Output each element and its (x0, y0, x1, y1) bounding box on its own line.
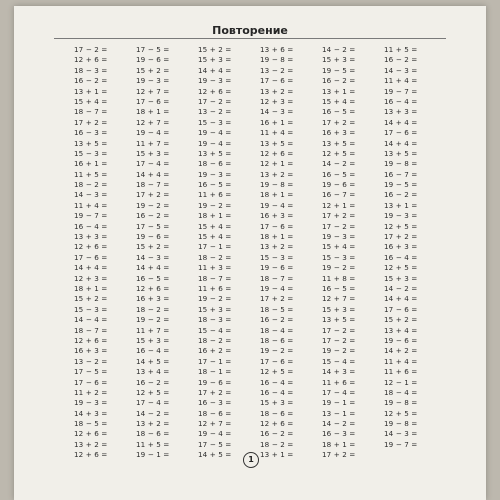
math-exercise: 17 + 2 = (322, 117, 356, 127)
math-exercise: 16 + 2 = (198, 346, 232, 356)
exercise-column (260, 45, 310, 461)
math-exercise: 12 + 7 = (322, 294, 356, 304)
math-exercise: 16 − 2 = (136, 211, 170, 221)
math-exercise: 11 + 6 = (198, 190, 232, 200)
math-exercise: 17 − 2 = (322, 221, 356, 231)
math-exercise: 12 + 5 = (384, 408, 418, 418)
math-exercise: 17 − 4 = (322, 387, 356, 397)
math-exercise: 12 − 1 = (384, 377, 418, 387)
math-exercise: 19 − 7 = (384, 439, 418, 449)
math-exercise: 17 − 6 = (74, 377, 108, 387)
math-exercise: 15 − 3 = (322, 252, 356, 262)
math-exercise: 14 − 2 = (322, 45, 356, 54)
math-exercise: 15 + 4 = (74, 96, 108, 106)
math-exercise: 17 − 2 = (198, 96, 232, 106)
math-exercise: 16 − 5 = (198, 180, 232, 190)
math-exercise: 13 − 2 = (198, 107, 232, 117)
math-exercise: 16 − 5 = (322, 107, 356, 117)
math-exercise: 12 + 6 = (74, 55, 108, 65)
math-exercise: 14 − 3 = (384, 65, 418, 75)
math-exercise: 19 − 8 = (260, 180, 294, 190)
page-number: 1 (243, 452, 259, 468)
math-exercise: 12 + 6 = (260, 148, 294, 158)
math-exercise: 11 + 5 = (136, 439, 170, 449)
math-exercise: 14 − 3 = (74, 190, 108, 200)
math-exercise: 11 + 4 = (74, 200, 108, 210)
math-exercise: 14 + 4 = (198, 65, 232, 75)
math-exercise: 18 − 6 = (136, 429, 170, 439)
math-exercise: 19 − 4 = (136, 128, 170, 138)
math-exercise: 18 + 1 = (136, 107, 170, 117)
math-exercise: 18 − 5 = (260, 304, 294, 314)
math-exercise: 16 − 2 = (136, 377, 170, 387)
exercise-column (198, 45, 248, 461)
math-exercise: 14 + 4 = (136, 169, 170, 179)
math-exercise: 17 + 2 = (136, 190, 170, 200)
math-exercise: 18 + 1 = (260, 190, 294, 200)
math-exercise: 11 + 7 = (136, 138, 170, 148)
exercise-column (384, 45, 434, 461)
math-exercise: 18 − 5 = (74, 419, 108, 429)
math-exercise: 17 − 6 = (260, 356, 294, 366)
math-exercise: 18 − 7 = (136, 180, 170, 190)
math-exercise: 17 + 2 = (384, 232, 418, 242)
math-exercise: 11 + 4 = (260, 128, 294, 138)
math-exercise: 11 + 4 = (384, 356, 418, 366)
math-exercise: 19 − 8 = (384, 419, 418, 429)
math-exercise: 14 − 3 = (384, 429, 418, 439)
math-exercise: 18 − 6 = (260, 335, 294, 345)
math-exercise: 19 − 4 = (198, 128, 232, 138)
math-exercise: 11 + 5 = (384, 45, 418, 54)
math-exercise: 11 + 6 = (198, 283, 232, 293)
math-exercise: 12 + 7 = (136, 117, 170, 127)
math-exercise: 17 − 6 = (260, 221, 294, 231)
math-exercise: 15 − 4 = (198, 325, 232, 335)
math-exercise: 15 + 3 = (260, 398, 294, 408)
math-exercise: 15 + 2 = (198, 45, 232, 54)
title-divider (54, 38, 446, 39)
math-exercise: 17 − 6 = (136, 96, 170, 106)
math-exercise: 14 − 2 = (322, 159, 356, 169)
math-exercise: 11 + 6 = (322, 377, 356, 387)
math-exercise: 13 + 2 = (136, 419, 170, 429)
math-exercise: 17 − 6 = (384, 128, 418, 138)
math-exercise: 13 − 2 = (74, 356, 108, 366)
math-exercise: 11 + 6 = (384, 367, 418, 377)
math-exercise: 13 + 5 = (198, 148, 232, 158)
math-exercise: 15 + 3 = (384, 273, 418, 283)
math-exercise: 15 + 2 = (136, 242, 170, 252)
math-exercise: 19 − 2 = (260, 346, 294, 356)
math-exercise: 15 − 3 = (74, 304, 108, 314)
math-exercise: 18 + 1 = (322, 439, 356, 449)
math-exercise: 19 − 4 = (260, 283, 294, 293)
math-exercise: 13 + 5 = (322, 138, 356, 148)
math-exercise: 15 − 4 = (322, 356, 356, 366)
math-exercise: 19 − 4 = (198, 429, 232, 439)
math-exercise: 14 + 4 = (384, 294, 418, 304)
math-exercise: 13 + 5 = (322, 315, 356, 325)
math-exercise: 17 − 4 = (136, 159, 170, 169)
math-exercise: 19 − 7 = (384, 86, 418, 96)
math-exercise: 14 − 2 = (384, 283, 418, 293)
math-exercise: 19 − 2 = (322, 263, 356, 273)
math-exercise: 13 + 4 = (384, 325, 418, 335)
math-exercise: 13 + 5 = (384, 148, 418, 158)
math-exercise: 13 − 1 = (322, 408, 356, 418)
math-exercise: 16 − 2 = (260, 315, 294, 325)
math-exercise: 16 + 1 = (74, 159, 108, 169)
math-exercise: 18 + 1 = (198, 211, 232, 221)
math-exercise: 16 + 3 = (384, 242, 418, 252)
exercise-column (74, 45, 124, 461)
math-exercise: 12 + 5 = (322, 148, 356, 158)
math-exercise: 19 − 2 = (322, 346, 356, 356)
math-exercise: 15 + 2 = (74, 294, 108, 304)
math-exercise: 13 + 1 = (74, 86, 108, 96)
math-exercise: 18 + 1 = (74, 283, 108, 293)
math-exercise: 15 + 3 = (136, 148, 170, 158)
math-exercise: 13 + 5 = (260, 138, 294, 148)
math-exercise: 18 − 6 = (198, 159, 232, 169)
math-exercise: 14 − 4 = (74, 315, 108, 325)
math-exercise: 14 + 4 = (74, 263, 108, 273)
math-exercise: 12 + 6 = (260, 419, 294, 429)
page-title: Повторение (212, 24, 288, 37)
math-exercise: 19 − 5 = (322, 65, 356, 75)
math-exercise: 17 − 1 = (198, 242, 232, 252)
math-exercise: 19 − 1 = (322, 398, 356, 408)
math-exercise: 13 + 1 = (322, 86, 356, 96)
math-exercise: 14 + 4 = (384, 117, 418, 127)
math-exercise: 15 + 2 = (136, 65, 170, 75)
math-exercise: 16 − 4 = (384, 252, 418, 262)
math-exercise: 17 − 5 = (198, 439, 232, 449)
math-exercise: 18 + 1 = (260, 232, 294, 242)
math-exercise: 16 − 5 = (322, 169, 356, 179)
math-exercise: 16 − 4 = (136, 346, 170, 356)
math-exercise: 16 − 2 = (322, 76, 356, 86)
math-exercise: 17 + 2 = (198, 387, 232, 397)
math-exercise: 18 − 4 = (384, 387, 418, 397)
math-exercise: 16 + 3 = (260, 211, 294, 221)
math-exercise: 19 − 1 = (136, 450, 170, 460)
math-exercise: 16 − 4 = (384, 96, 418, 106)
math-exercise: 11 + 7 = (136, 325, 170, 335)
math-exercise: 14 − 3 = (260, 107, 294, 117)
math-exercise: 15 − 3 = (198, 117, 232, 127)
math-exercise: 15 + 4 = (198, 221, 232, 231)
math-exercise: 19 − 4 = (260, 200, 294, 210)
math-exercise: 13 + 2 = (260, 169, 294, 179)
math-exercise: 19 − 3 = (384, 211, 418, 221)
math-exercise: 13 − 2 = (260, 65, 294, 75)
math-exercise: 15 + 3 = (136, 335, 170, 345)
math-exercise: 18 − 7 = (74, 107, 108, 117)
math-exercise: 19 − 7 = (74, 211, 108, 221)
math-exercise: 14 + 4 = (384, 138, 418, 148)
math-exercise: 19 − 2 = (136, 315, 170, 325)
math-exercise: 12 + 6 = (74, 242, 108, 252)
math-exercise: 13 + 3 = (74, 232, 108, 242)
math-exercise: 18 − 2 = (136, 304, 170, 314)
math-exercise: 19 − 8 = (260, 55, 294, 65)
math-exercise: 12 + 5 = (260, 367, 294, 377)
math-exercise: 19 − 3 = (198, 169, 232, 179)
worksheet-page (14, 6, 486, 500)
math-exercise: 17 − 2 = (74, 45, 108, 54)
math-exercise: 18 − 1 = (198, 367, 232, 377)
math-exercise (384, 450, 434, 460)
math-exercise: 19 − 8 = (384, 159, 418, 169)
math-exercise: 12 + 6 = (74, 450, 108, 460)
math-exercise: 12 + 1 = (260, 159, 294, 169)
math-exercise: 17 − 5 = (136, 221, 170, 231)
math-exercise: 14 + 5 = (198, 450, 232, 460)
math-exercise: 15 − 3 = (260, 252, 294, 262)
math-exercise: 18 − 7 = (74, 325, 108, 335)
math-exercise: 19 − 6 = (198, 377, 232, 387)
math-exercise: 16 − 2 = (384, 55, 418, 65)
math-exercise: 17 + 2 = (74, 117, 108, 127)
math-exercise: 19 − 5 = (384, 180, 418, 190)
math-exercise: 14 + 5 = (136, 356, 170, 366)
math-exercise: 13 + 5 = (74, 138, 108, 148)
math-exercise: 14 + 3 = (74, 408, 108, 418)
math-exercise: 16 − 7 = (384, 169, 418, 179)
math-exercise: 17 + 2 = (322, 450, 356, 460)
math-exercise: 16 + 3 = (136, 294, 170, 304)
math-exercise: 12 + 6 = (198, 86, 232, 96)
math-exercise: 19 − 6 = (260, 263, 294, 273)
exercise-column (136, 45, 186, 461)
math-exercise: 18 − 6 = (260, 408, 294, 418)
math-exercise: 12 + 7 = (198, 419, 232, 429)
math-exercise: 19 − 4 = (198, 138, 232, 148)
math-exercise: 18 − 2 = (198, 335, 232, 345)
math-exercise: 12 + 5 = (384, 221, 418, 231)
math-exercise: 15 + 2 = (384, 315, 418, 325)
math-exercise: 19 − 3 = (136, 76, 170, 86)
math-exercise: 15 + 3 = (198, 55, 232, 65)
math-exercise: 15 − 3 = (74, 148, 108, 158)
math-exercise: 18 − 7 = (198, 273, 232, 283)
math-exercise: 14 − 2 = (136, 408, 170, 418)
math-exercise: 19 − 2 = (198, 294, 232, 304)
math-exercise: 16 + 3 = (74, 346, 108, 356)
math-exercise: 16 − 7 = (322, 190, 356, 200)
math-exercise: 13 + 1 = (260, 450, 294, 460)
math-exercise: 18 − 2 = (260, 439, 294, 449)
math-exercise: 19 − 2 = (198, 200, 232, 210)
math-exercise: 11 + 4 = (384, 76, 418, 86)
math-exercise: 19 − 2 = (136, 200, 170, 210)
math-exercise: 19 − 6 = (136, 232, 170, 242)
math-exercise: 17 − 1 = (198, 356, 232, 366)
math-exercise: 18 − 2 = (74, 180, 108, 190)
math-exercise: 14 + 3 = (322, 367, 356, 377)
math-exercise: 16 − 3 = (74, 128, 108, 138)
math-exercise: 17 − 4 = (136, 398, 170, 408)
math-exercise: 18 − 6 = (198, 408, 232, 418)
math-exercise: 17 − 2 = (322, 335, 356, 345)
math-exercise: 12 + 7 = (136, 86, 170, 96)
math-exercise: 16 − 4 = (260, 377, 294, 387)
math-exercise: 11 + 2 = (74, 387, 108, 397)
math-exercise: 15 + 4 = (322, 242, 356, 252)
math-exercise: 17 − 6 = (384, 304, 418, 314)
math-exercise: 12 + 1 = (322, 200, 356, 210)
exercise-column (322, 45, 372, 461)
math-exercise: 18 − 3 = (74, 65, 108, 75)
math-exercise: 18 − 4 = (260, 325, 294, 335)
math-exercise: 17 − 5 = (136, 45, 170, 54)
math-exercise: 11 + 3 = (198, 263, 232, 273)
math-exercise: 17 − 6 = (74, 252, 108, 262)
math-exercise: 18 − 2 = (198, 252, 232, 262)
math-exercise: 17 + 2 = (260, 294, 294, 304)
math-exercise: 11 + 5 = (74, 169, 108, 179)
math-exercise: 16 − 2 = (384, 190, 418, 200)
math-exercise: 16 + 3 = (322, 128, 356, 138)
math-exercise: 19 − 6 = (384, 335, 418, 345)
math-exercise: 12 + 6 = (74, 335, 108, 345)
math-exercise: 14 + 2 = (384, 346, 418, 356)
math-exercise: 13 + 1 = (384, 200, 418, 210)
math-exercise: 15 + 4 = (198, 232, 232, 242)
math-exercise: 12 + 5 = (136, 387, 170, 397)
math-exercise: 12 + 6 = (136, 283, 170, 293)
math-exercise: 19 − 8 = (384, 398, 418, 408)
math-exercise: 19 − 6 = (136, 55, 170, 65)
math-exercise: 16 − 2 = (260, 429, 294, 439)
math-exercise: 13 + 6 = (260, 45, 294, 54)
exercise-columns (74, 45, 434, 461)
math-exercise: 13 + 2 = (260, 242, 294, 252)
math-exercise: 16 − 4 = (260, 387, 294, 397)
math-exercise: 15 + 3 = (322, 304, 356, 314)
math-exercise: 19 − 3 = (198, 76, 232, 86)
math-exercise: 16 + 1 = (260, 117, 294, 127)
math-exercise: 17 − 6 = (260, 76, 294, 86)
math-exercise: 13 + 3 = (384, 107, 418, 117)
math-exercise: 15 + 3 = (198, 304, 232, 314)
math-exercise: 13 + 4 = (136, 367, 170, 377)
math-exercise: 17 − 5 = (74, 367, 108, 377)
math-exercise: 13 + 2 = (74, 439, 108, 449)
math-exercise: 17 − 2 = (322, 325, 356, 335)
math-exercise: 15 + 3 = (322, 55, 356, 65)
math-exercise: 14 − 3 = (136, 252, 170, 262)
math-exercise: 15 + 4 = (322, 96, 356, 106)
math-exercise: 14 + 4 = (136, 263, 170, 273)
math-exercise: 14 − 2 = (322, 419, 356, 429)
math-exercise: 11 + 8 = (322, 273, 356, 283)
math-exercise: 16 − 5 = (136, 273, 170, 283)
math-exercise: 16 − 5 = (322, 283, 356, 293)
math-exercise: 16 − 2 = (74, 76, 108, 86)
math-exercise: 16 − 4 = (74, 221, 108, 231)
math-exercise: 19 − 3 = (74, 398, 108, 408)
math-exercise: 12 + 3 = (74, 273, 108, 283)
math-exercise: 19 − 6 = (322, 180, 356, 190)
math-exercise: 19 − 3 = (322, 232, 356, 242)
math-exercise: 12 + 6 = (74, 429, 108, 439)
math-exercise: 16 − 3 = (322, 429, 356, 439)
math-exercise: 18 − 7 = (260, 273, 294, 283)
math-exercise: 18 − 3 = (198, 315, 232, 325)
math-exercise: 12 + 5 = (384, 263, 418, 273)
math-exercise: 16 − 3 = (198, 398, 232, 408)
math-exercise: 13 + 2 = (260, 86, 294, 96)
math-exercise: 12 + 3 = (260, 96, 294, 106)
math-exercise: 17 + 2 = (322, 211, 356, 221)
